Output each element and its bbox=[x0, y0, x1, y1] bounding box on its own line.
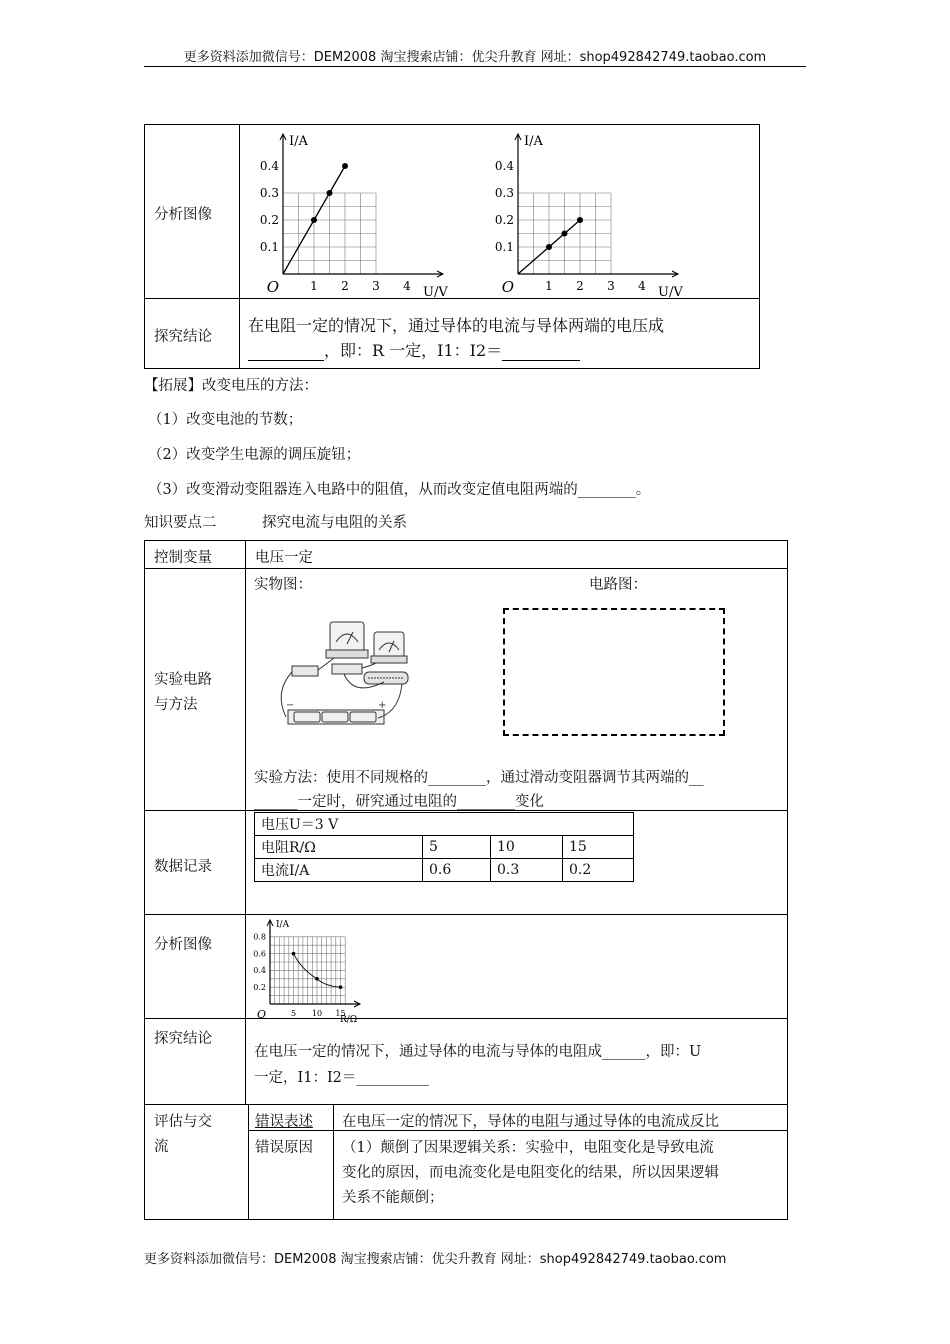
data-point bbox=[339, 985, 343, 989]
data-cell: 0.2 bbox=[563, 859, 634, 882]
page-header: 更多资料添加微信号：DEM2008 淘宝搜索店铺：优尖升教育 网址：shop492842749.taobao.com bbox=[183, 50, 767, 65]
conclusion2-line2: 一定，I1：I2＝__________ bbox=[254, 1070, 429, 1086]
data-cell: 电压U＝3 V bbox=[255, 813, 634, 836]
y-axis-label: I/A bbox=[276, 920, 290, 930]
conclusion-line2 bbox=[248, 338, 580, 361]
eval-label-1: 评估与交 bbox=[154, 1114, 212, 1130]
conclusion-line1: 在电阻一定的情况下，通过导体的电流与导体两端的电压成 bbox=[248, 316, 665, 335]
answer-blank-1[interactable] bbox=[248, 342, 324, 361]
data-point bbox=[577, 217, 583, 223]
table-row bbox=[255, 813, 634, 836]
x-tick-label: 5 bbox=[290, 1009, 297, 1018]
y-tick-label: 0.8 bbox=[253, 932, 266, 942]
wrong-reason-line-1: （1）颠倒了因果逻辑关系：实验中，电阻变化是导致电流 bbox=[342, 1140, 714, 1156]
iu-graph-2 bbox=[480, 128, 690, 300]
control-variable-value: 电压一定 bbox=[255, 550, 313, 566]
x-tick-label: 3 bbox=[372, 279, 380, 293]
extension-title bbox=[144, 374, 318, 395]
data-cell: 电流I/A bbox=[255, 859, 423, 882]
header-divider bbox=[144, 66, 806, 67]
section2-title: 探究电流与电阻的关系 bbox=[262, 515, 407, 531]
ir-graph bbox=[248, 916, 378, 1025]
y-tick-label: 0.3 bbox=[494, 186, 514, 200]
y-tick-label: 0.4 bbox=[253, 966, 266, 976]
origin-label: O bbox=[501, 278, 514, 296]
y-axis-label: I/A bbox=[524, 134, 543, 149]
data-point bbox=[342, 163, 348, 169]
apparatus-illustration bbox=[274, 612, 416, 734]
data-cell: 10 bbox=[491, 836, 563, 859]
y-tick-label: 0.6 bbox=[253, 949, 266, 959]
data-table bbox=[254, 812, 634, 882]
photo-label: 实物图： bbox=[254, 577, 312, 593]
table-row bbox=[255, 859, 634, 882]
y-tick-label: 0.2 bbox=[253, 982, 266, 992]
y-tick-label: 0.2 bbox=[494, 213, 514, 227]
conclusion-label-2: 探究结论 bbox=[154, 1031, 212, 1047]
wrong-statement-label: 错误表述 bbox=[255, 1114, 313, 1130]
extension-title-text: 改变电压的方法： bbox=[202, 378, 318, 394]
section2-label: 知识要点二 bbox=[144, 515, 217, 531]
data-cell: 15 bbox=[563, 836, 634, 859]
data-point bbox=[311, 217, 317, 223]
analysis-graph-label-2: 分析图像 bbox=[154, 937, 212, 953]
x-tick-label: 15 bbox=[335, 1009, 346, 1018]
data-record-label: 数据记录 bbox=[154, 859, 212, 875]
x-tick-label: 4 bbox=[638, 279, 646, 293]
y-tick-label: 0.4 bbox=[494, 159, 514, 173]
data-cell: 5 bbox=[423, 836, 491, 859]
y-tick-label: 0.3 bbox=[259, 186, 279, 200]
table-row bbox=[255, 836, 634, 859]
y-tick-label: 0.1 bbox=[494, 240, 514, 254]
svg-text:+: + bbox=[378, 700, 387, 711]
x-tick-label: 1 bbox=[310, 279, 318, 293]
control-variable-label: 控制变量 bbox=[154, 550, 212, 566]
iu-graph-1 bbox=[245, 128, 455, 300]
data-point bbox=[327, 190, 333, 196]
extension-title-bracket: 【拓展】 bbox=[144, 378, 202, 394]
circuit-diagram-box[interactable] bbox=[503, 608, 725, 736]
analysis-graph-label: 分析图像 bbox=[154, 207, 212, 223]
data-cell: 0.6 bbox=[423, 859, 491, 882]
data-point bbox=[546, 244, 552, 250]
extension-item-1: （1）改变电池的节数； bbox=[148, 412, 303, 428]
data-cell: 0.3 bbox=[491, 859, 563, 882]
diagram-label: 电路图： bbox=[589, 577, 647, 593]
data-point bbox=[315, 977, 319, 981]
y-axis-label: I/A bbox=[289, 134, 308, 149]
wrong-reason-line-3: 关系不能颠倒； bbox=[342, 1190, 444, 1206]
method-line2: ______一定时，研究通过电阻的________变化 bbox=[254, 794, 544, 810]
wrong-reason-label: 错误原因 bbox=[255, 1140, 313, 1156]
x-tick-label: 1 bbox=[545, 279, 553, 293]
data-point bbox=[562, 231, 568, 237]
x-axis-label: U/V bbox=[658, 285, 683, 300]
extension-item-2: （2）改变学生电源的调压旋钮； bbox=[148, 447, 361, 463]
conclusion-label: 探究结论 bbox=[154, 329, 212, 345]
y-tick-label: 0.1 bbox=[259, 240, 279, 254]
answer-blank-2[interactable] bbox=[502, 342, 580, 361]
y-tick-label: 0.4 bbox=[259, 159, 279, 173]
page-footer: 更多资料添加微信号：DEM2008 淘宝搜索店铺：优尖升教育 网址：shop492842749.taobao.com bbox=[144, 1252, 727, 1267]
data-point bbox=[292, 952, 296, 956]
x-tick-label: 2 bbox=[576, 279, 584, 293]
wrong-statement-text: 在电压一定的情况下，导体的电阻与通过导体的电流成反比 bbox=[342, 1114, 719, 1130]
y-tick-label: 0.2 bbox=[259, 213, 279, 227]
origin-label: O bbox=[256, 1008, 266, 1021]
method-line1: 实验方法：使用不同规格的________，通过滑动变阻器调节其两端的__ bbox=[254, 770, 704, 786]
x-tick-label: 3 bbox=[607, 279, 615, 293]
wrong-reason-line-2: 变化的原因，而电流变化是电阻变化的结果，所以因果逻辑 bbox=[342, 1165, 719, 1181]
eval-label-2: 流 bbox=[154, 1139, 169, 1155]
conclusion-line2-text: ，即：R 一定，I1：I2＝ bbox=[324, 341, 503, 360]
circuit-label-2: 与方法 bbox=[154, 697, 198, 713]
conclusion2-line1: 在电压一定的情况下，通过导体的电流与导体的电阻成______，即：U bbox=[254, 1044, 702, 1060]
svg-text:−: − bbox=[286, 700, 295, 711]
x-axis-label: U/V bbox=[423, 285, 448, 300]
x-tick-label: 10 bbox=[311, 1009, 323, 1018]
origin-label: O bbox=[266, 278, 279, 296]
x-tick-label: 2 bbox=[341, 279, 349, 293]
x-axis-label: R/Ω bbox=[340, 1015, 358, 1025]
extension-item-3: （3）改变滑动变阻器连入电路中的阻值，从而改变定值电阻两端的________。 bbox=[148, 482, 651, 498]
data-cell: 电阻R/Ω bbox=[255, 836, 423, 859]
circuit-label-1: 实验电路 bbox=[154, 672, 212, 688]
x-tick-label: 4 bbox=[403, 279, 411, 293]
